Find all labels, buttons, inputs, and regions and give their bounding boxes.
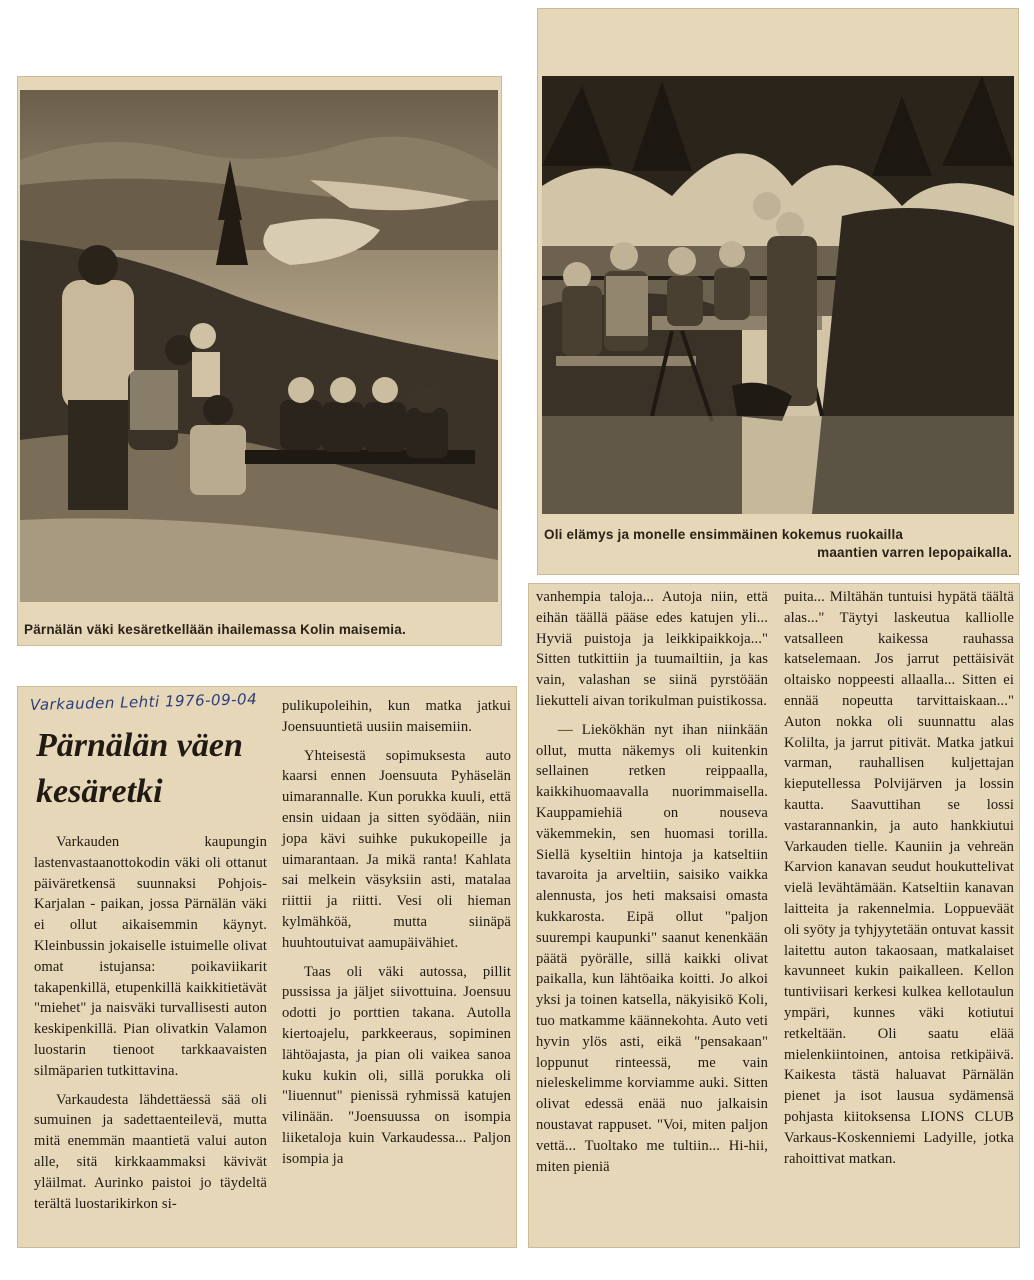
col3-paragraph-2: — Liekökhän nyt ihan niinkään ollut, mutta näkemys oli kuitenkin sellainen retken reippaalla, kaikkihuomaavalla nuorimmaisella. Kauppamiehiä on nouseva väkemmekin, sen huomasi torilla. Siellä kyseltiin hintoja ja katseltiin tavaroita ja arveltiin, saisiko vaikka alennusta, jos heti maksaisi omasta kukkarosta. Eipä ollut "paljon suurempi kaupunki" saanut kenenkään päätä pyörälle, sillä kaikki olivat paikalla, kun lähtöaika koitti. Jo alkoi yksi ja toinen katsella, näkyisikö Koli, tuo matkamme käännekohta. Auto veti hyvin ylös asti, eikä "pensakaan" loppunut rinteessä, me vain nieleskelimme korviamme auki. Sitten olivat edessä enää nuo jalkaisin noustavat rappuset. "Voi, miten paljon vettä... Tuoltako me tultiin... Hi-hii, miten pieniä <box>536 721 768 1175</box>
col1-paragraph-2: Varkaudesta lähdettäessä sää oli sumuinen ja sadettaenteilevä, mutta mitä enemmän maantietä valui auton alle, sitä kirkkaammaksi kävivät yläilmat. Aurinko paistoi jo täydeltä terältä luostarikirkon si- <box>34 1091 267 1212</box>
kolin-maisema-image <box>20 90 498 602</box>
col2-paragraph-3: Taas oli väki autossa, pillit pussissa ja jäljet siivottuina. Joensuu odotti jo porttien takana. Autolla kiertoajelu, parkkeeraus, sopiminen lähtöajasta, ja pian oli vaikea sanoa kuku kukin oli, sillä porukka oli "liuennut" pienissä ryhmissä katujen vilinään. "Joensuussa on isompia liiketaloja kuin Varkaudessa... Paljon isompia ja <box>282 963 511 1167</box>
col2-paragraph-1: pulikupoleihin, kun matka jatkui Joensuuntietä uusiin maisemiin. <box>282 698 511 735</box>
article-headline-line2: kesäretki <box>36 773 163 810</box>
col2-paragraph-2: Yhteisestä sopimuksesta auto kaarsi ennen Joensuuta Pyhäselän uimarannalle. Kun porukka kuuli, että ensin uidaan ja sitten syödään, niin jopa kävi suihke pukukopeille ja uimarantaan. Ja mikä ranta! Kahlata sai melkein väsyksiin asti, matalaa riittii ja riitti. Vesi oli hieman kylmähköä, mutta siinäpä huuhtoutuivat aamupäivähiet. <box>282 747 511 951</box>
article-column-3 <box>536 587 768 1177</box>
article-column-2 <box>282 696 511 1170</box>
article-headline-line1: Pärnälän väen <box>36 727 243 764</box>
lepopaikka-photo <box>542 76 1014 514</box>
handwritten-source-note: Varkauden Lehti 1976-09-04 <box>29 690 258 714</box>
article-column-1 <box>34 832 267 1214</box>
col1-paragraph-1: Varkauden kaupungin lastenvastaanottokodin väki oli ottanut päiväretkensä suunnaksi Pohjois-Karjalan - paikan, jossa Pärnälän väki ei ollut aikaisemmin käynyt. Kleinbussin jokaiselle istuimelle olivat omat istujansa: poikaviikarit takapenkillä, etupenkillä kaikkitietävät "miehet" ja naisväki turvallisesti auton keskipenkillä. Pian olivatkin Valamon luostarin tienoot tarkkaavaisten silmäparien tutkittavina. <box>34 834 267 1079</box>
lepopaikka-image <box>542 76 1014 514</box>
right-photo-caption-line2: maantien varren lepopaikalla. <box>817 545 1012 560</box>
kolin-maisema-photo <box>20 90 498 602</box>
col3-paragraph-1: vanhempia taloja... Autoja niin, että eihän täällä pääse edes katujen yli... Hyviä puistoja ja leikkipaikkoja..." Sitten tutkittiin ja tuumailtiin, ja kas vain, valashan se siinä pyrstöään liekutteli aivan torikulman puistikossa. <box>536 589 768 709</box>
article-column-4 <box>784 587 1014 1169</box>
right-photo-caption-line1: Oli elämys ja monelle ensimmäinen kokemus ruokailla <box>544 527 904 542</box>
left-photo-caption: Pärnälän väki kesäretkellään ihailemassa Kolin maisemia. <box>24 622 406 637</box>
col4-paragraph-1: puita... Miltähän tuntuisi hypätä täältä alas..." Täytyi laskeutua kalliolle vatsalleen kaikessa rauhassa katselemaan. Jos jarrut pettäisivät oltaisko noppeesti allaalla... Sitten ei ennää nopeutta tarvittaiskaan..." Auton nokka oli suunnattu alas Kolilta, ja jarrut pitivät. Matka jatkui varman, rauhallisen kuljettajan kieputellessa Polvijärven ja lossin kautta. Saavuttihan se lossi vastarannankin, ja auto hankkiutui Varkauden tielle. Kauniin ja vehreän Karvion kanavan seudut houkuttelivat vielä levähtämään. Katseltiin kanavan laitteita ja rakennelmia. Loppueväät oli syöty ja tyhjyytetään ontuvat kassit laitettu auton takaosaan, matkalaiset kavunneet kukin paikalleen. Kellon tuntiviisari kerkesi kulkea kellotaulun ympäri, kunnes väki kotiutui retkeltään. Oli saatu elää mielenkiintoinen, antoisa retkipäivä. Kaikesta tästä haluavat Pärnälän pienet ja isot lausua sydämensä pohjasta kiitoksensa LIONS CLUB Varkaus-Koskenniemi Ladyille, jotka rahoittivat matkan. <box>784 589 1014 1167</box>
